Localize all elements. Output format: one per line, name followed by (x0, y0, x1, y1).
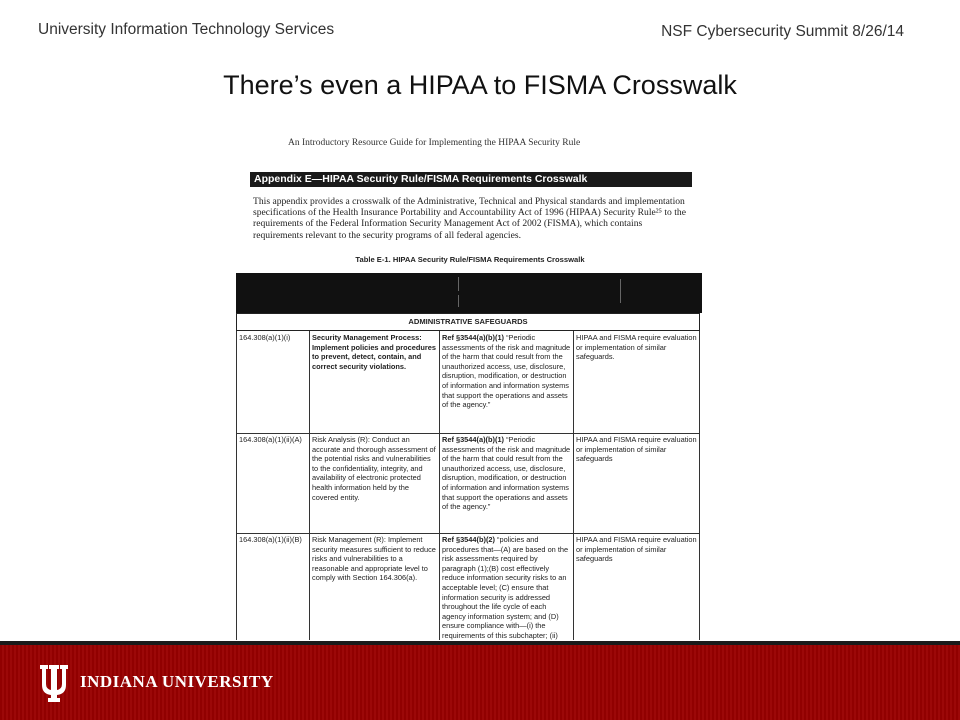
table-row (236, 331, 700, 434)
row-comment-cell: HIPAA and FISMA require evaluation or implementation of similar safeguards (574, 433, 700, 533)
fisma-ref: Ref §3544(a)(b)(1) (442, 435, 505, 444)
slide-title: There’s even a HIPAA to FISMA Crosswalk (223, 70, 737, 100)
row-hipaa-cell: Risk Analysis (R): Conduct an accurate and thorough assessment of the potential risks and vulnerabilities to the confidentiality, integrity, and availability of electronic protected health information held by the covered entity. (310, 433, 440, 533)
appendix-heading: Appendix E—HIPAA Security Rule/FISMA Requirements Crosswalk (250, 172, 692, 187)
section-label: ADMINISTRATIVE SAFEGUARDS (236, 313, 700, 331)
fisma-ref: Ref §3544(b)(2) (442, 535, 495, 544)
row-fisma-cell (440, 433, 574, 533)
table-caption: Table E-1. HIPAA Security Rule/FISMA Requirements Crosswalk (355, 255, 585, 264)
table-row (236, 533, 700, 640)
row-fisma-cell (440, 331, 574, 433)
row-comment-cell: HIPAA and FISMA require evaluation or implementation of similar safeguards. (574, 331, 700, 433)
fisma-text: “Periodic assessments of the risk and magnitude of the harm that could result from the unauthorized access, use, disclosure, disruption, modification, or destruction of information and information systems that support the operations and assets of the agency.” (442, 435, 571, 512)
crosswalk-table (236, 273, 702, 640)
intro-paragraph: This appendix provides a crosswalk of the Administrative, Technical and Physical standards and implementation specifications of the Health Insurance Portability and Accountability Act of 1996 (HIPAA) Security Rule²⁵ to the requirements of the Federal Information Security Management Act of 2002 (FISMA), which contains requirements relevant to the security programs of all federal agencies. (253, 196, 686, 241)
header-right-text: NSF Cybersecurity Summit 8/26/14 (661, 23, 904, 40)
row-hipaa-cell: Risk Management (R): Implement security measures sufficient to reduce risks and vulnerabilities to a reasonable and appropriate level to comply with Section 164.306(a). (310, 533, 440, 640)
row-ref-cell: 164.308(a)(1)(i) (236, 331, 310, 433)
header-left-text: University Information Technology Services (38, 21, 335, 38)
row-fisma-cell (440, 533, 574, 640)
row-hipaa-cell: Security Management Process: Implement policies and procedures to prevent, detect, contain, and correct security violations. (310, 331, 440, 433)
guide-title: An Introductory Resource Guide for Implementing the HIPAA Security Rule (288, 138, 581, 148)
fisma-text: “policies and procedures that—(A) are based on the risk assessments required by paragraph (1);(B) cost effectively reduce information security risks to an acceptable level; (C) ensure that information security is addressed throughout the life cycle of each agency information system; and (D) ensure compliance with—(i) the requirements of this subchapter; (ii) (442, 535, 569, 640)
scanned-document (230, 128, 710, 640)
footer-bar (0, 645, 960, 720)
row-comment-cell: HIPAA and FISMA require evaluation or implementation of similar safeguards (574, 533, 700, 640)
table-row (236, 433, 700, 534)
row-ref-cell: 164.308(a)(1)(ii)(B) (236, 533, 310, 640)
table-header-band (236, 273, 702, 313)
fisma-text: “Periodic assessments of the risk and magnitude of the harm that could result from the unauthorized access, use, disclosure, disruption, modification, or destruction of information and information systems that support the operations and assets of the agency.” (442, 333, 571, 410)
row-ref-cell: 164.308(a)(1)(ii)(A) (236, 433, 310, 533)
fisma-ref: Ref §3544(a)(b)(1) (442, 333, 505, 342)
brand-name: INDIANA UNIVERSITY (80, 672, 274, 691)
iu-trident-icon (38, 662, 70, 704)
